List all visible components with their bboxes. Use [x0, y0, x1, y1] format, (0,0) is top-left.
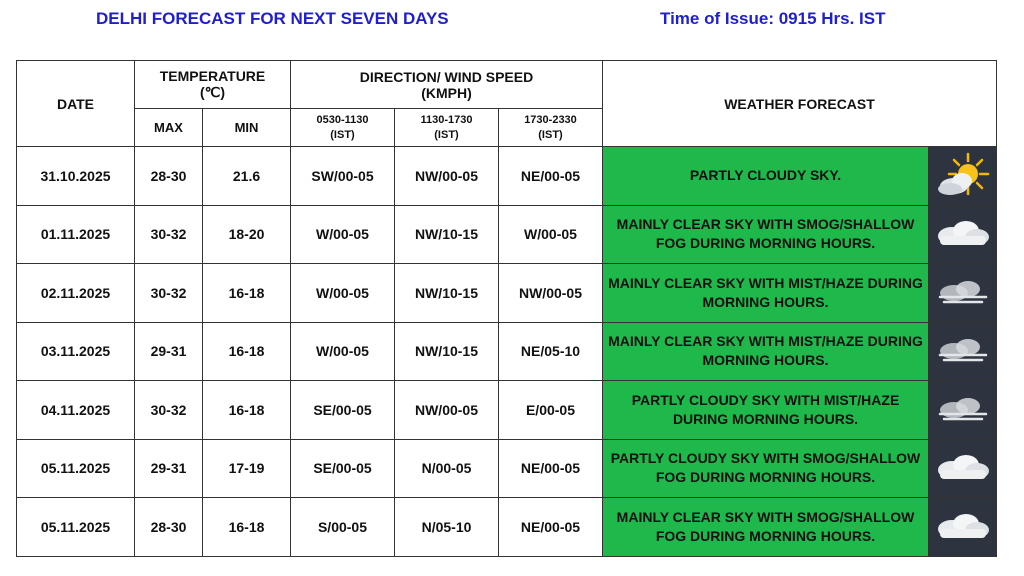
forecast-text-line2: FOG DURING MORNING HOURS. — [655, 469, 876, 486]
wind-unit: (KMPH) — [421, 84, 472, 101]
wind-slot1-cell: S/00-05 — [291, 498, 395, 557]
forecast-text-line1: PARTLY CLOUDY SKY. — [689, 167, 842, 184]
min-temp-cell: 17-19 — [203, 439, 291, 498]
smog-icon — [929, 206, 996, 264]
weather-icon-cell — [929, 498, 997, 557]
forecast-cell — [603, 498, 929, 557]
min-label: MIN — [203, 109, 291, 147]
max-temp-cell: 30-32 — [135, 264, 203, 323]
slot3-time: 1730-2330 — [524, 113, 577, 126]
forecast-cell — [603, 147, 929, 206]
page-title: DELHI FORECAST FOR NEXT SEVEN DAYS — [96, 9, 449, 28]
min-temp-cell: 16-18 — [203, 264, 291, 323]
wind-slot2-cell: NW/10-15 — [395, 322, 499, 381]
forecast-cell — [603, 264, 929, 323]
issue-time: Time of Issue: 0915 Hrs. IST — [660, 9, 886, 28]
forecast-text-line2: MORNING HOURS. — [702, 352, 829, 369]
table-row — [17, 381, 997, 440]
forecast-text-line1: MAINLY CLEAR SKY WITH MIST/HAZE DURING — [608, 333, 923, 350]
max-temp-cell: 28-30 — [135, 498, 203, 557]
haze-icon — [929, 381, 996, 439]
slot2-tz: (IST) — [434, 128, 459, 141]
table-row — [17, 147, 997, 206]
slot2-time: 1130-1730 — [420, 113, 473, 126]
wind-slot3-cell: NE/00-05 — [499, 439, 603, 498]
date-cell: 01.11.2025 — [17, 205, 135, 264]
forecast-text-line2: FOG DURING MORNING HOURS. — [655, 235, 876, 252]
max-temp-cell: 29-31 — [135, 322, 203, 381]
forecast-cell — [603, 322, 929, 381]
forecast-cell — [603, 205, 929, 264]
wind-header-label: DIRECTION/ WIND SPEED — [359, 68, 534, 85]
forecast-text-line2: DURING MORNING HOURS. — [672, 410, 859, 427]
max-temp-cell: 30-32 — [135, 381, 203, 440]
forecast-text-line2: MORNING HOURS. — [702, 293, 829, 310]
weather-icon-cell — [929, 147, 997, 206]
forecast-cell — [603, 381, 929, 440]
forecast-text-line1: MAINLY CLEAR SKY WITH SMOG/SHALLOW — [616, 508, 915, 525]
wind-slot1-cell: W/00-05 — [291, 264, 395, 323]
wind-slot3-cell: NE/00-05 — [499, 147, 603, 206]
wind-slot2-cell: NW/10-15 — [395, 205, 499, 264]
slot1-header — [291, 109, 395, 147]
date-cell: 02.11.2025 — [17, 264, 135, 323]
slot1-time: 0530-1130 — [316, 113, 369, 126]
wind-slot1-cell: W/00-05 — [291, 322, 395, 381]
temperature-header — [135, 61, 291, 109]
min-temp-cell: 16-18 — [203, 381, 291, 440]
max-temp-cell: 29-31 — [135, 439, 203, 498]
date-cell: 31.10.2025 — [17, 147, 135, 206]
forecast-text-line2: FOG DURING MORNING HOURS. — [655, 527, 876, 544]
wind-slot1-cell: SE/00-05 — [291, 439, 395, 498]
date-cell: 05.11.2025 — [17, 498, 135, 557]
max-temp-cell: 28-30 — [135, 147, 203, 206]
smog-icon — [929, 440, 996, 498]
table-row — [17, 322, 997, 381]
min-temp-cell: 16-18 — [203, 322, 291, 381]
wind-slot2-cell: NW/10-15 — [395, 264, 499, 323]
forecast-text-line1: MAINLY CLEAR SKY WITH SMOG/SHALLOW — [616, 216, 915, 233]
forecast-text-line1: PARTLY CLOUDY SKY WITH SMOG/SHALLOW — [610, 450, 921, 467]
max-temp-cell: 30-32 — [135, 205, 203, 264]
min-temp-cell: 16-18 — [203, 498, 291, 557]
date-cell: 03.11.2025 — [17, 322, 135, 381]
wind-header — [291, 61, 603, 109]
weather-icon-cell — [929, 439, 997, 498]
date-cell: 05.11.2025 — [17, 439, 135, 498]
wind-slot2-cell: N/00-05 — [395, 439, 499, 498]
wind-slot1-cell: W/00-05 — [291, 205, 395, 264]
partly-cloudy-sun-icon — [929, 147, 996, 205]
weather-icon-cell — [929, 264, 997, 323]
wind-slot2-cell: N/05-10 — [395, 498, 499, 557]
table-row — [17, 439, 997, 498]
wind-slot3-cell: W/00-05 — [499, 205, 603, 264]
weather-forecast-header: WEATHER FORECAST — [603, 61, 997, 147]
wind-slot2-cell: NW/00-05 — [395, 381, 499, 440]
haze-icon — [929, 264, 996, 322]
weather-icon-cell — [929, 205, 997, 264]
date-header: DATE — [17, 61, 135, 147]
smog-icon — [929, 498, 996, 556]
temperature-header-label: TEMPERATURE — [159, 68, 266, 84]
wind-slot1-cell: SE/00-05 — [291, 381, 395, 440]
table-row — [17, 498, 997, 557]
slot3-tz: (IST) — [538, 128, 563, 141]
weather-icon-cell — [929, 381, 997, 440]
haze-icon — [929, 323, 996, 381]
wind-slot3-cell: E/00-05 — [499, 381, 603, 440]
wind-slot3-cell: NE/00-05 — [499, 498, 603, 557]
date-cell: 04.11.2025 — [17, 381, 135, 440]
forecast-text-line1: PARTLY CLOUDY SKY WITH MIST/HAZE — [631, 391, 900, 408]
wind-slot2-cell: NW/00-05 — [395, 147, 499, 206]
min-temp-cell: 21.6 — [203, 147, 291, 206]
slot2-header — [395, 109, 499, 147]
forecast-table — [16, 60, 997, 557]
forecast-cell — [603, 439, 929, 498]
table-row — [17, 205, 997, 264]
wind-slot3-cell: NE/05-10 — [499, 322, 603, 381]
temperature-unit: (℃) — [199, 84, 226, 100]
wind-slot1-cell: SW/00-05 — [291, 147, 395, 206]
max-label: MAX — [135, 109, 203, 147]
slot3-header — [499, 109, 603, 147]
min-temp-cell: 18-20 — [203, 205, 291, 264]
table-row — [17, 264, 997, 323]
slot1-tz: (IST) — [330, 128, 355, 141]
wind-slot3-cell: NW/00-05 — [499, 264, 603, 323]
weather-icon-cell — [929, 322, 997, 381]
forecast-text-line1: MAINLY CLEAR SKY WITH MIST/HAZE DURING — [608, 274, 923, 291]
